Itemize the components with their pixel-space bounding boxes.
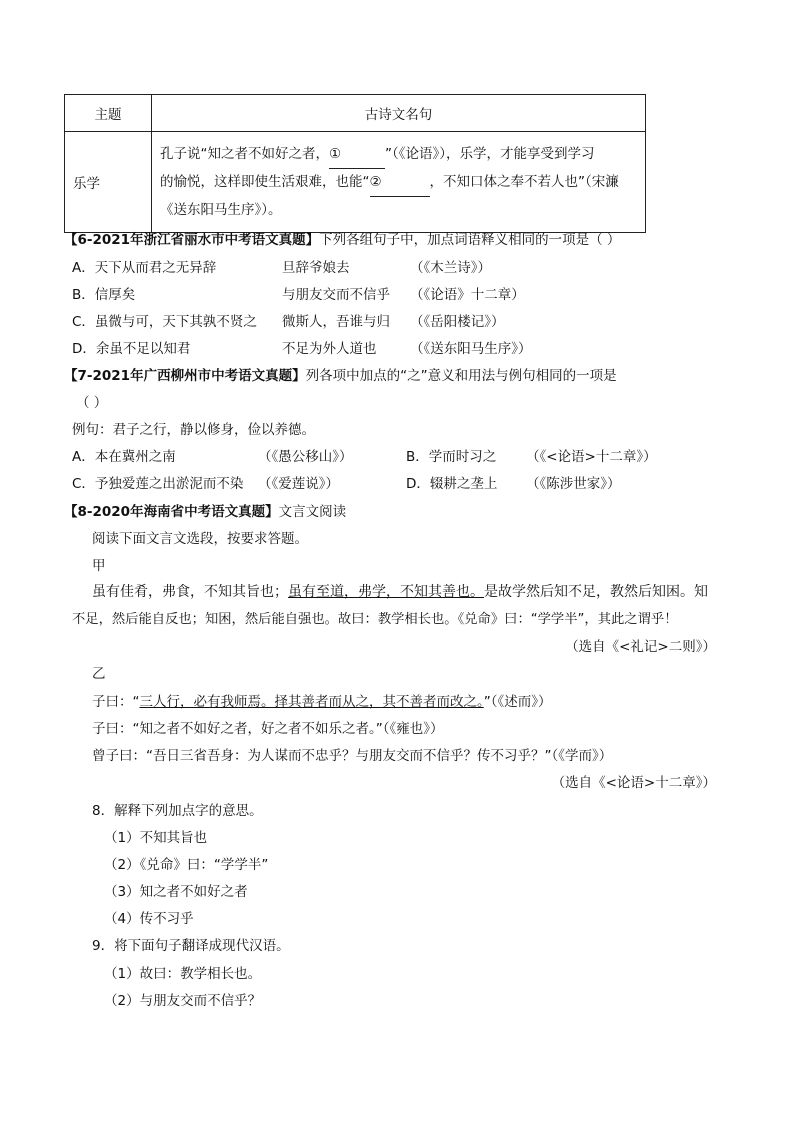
option-b-mid: 与朋友交而不信乎 [282,287,390,303]
passage-yi-line: 子曰：“三人行，必有我师焉。择其善者而从之，其不善者而改之。”（《述而》） [92,694,552,710]
option-c-source: （《岳阳楼记》） [410,314,505,330]
passage-source: （选自《<论语>十二章》） [551,775,716,791]
option-d-mid: 不足为外人道也 [282,341,377,357]
passage-label-jia: 甲 [92,558,106,574]
question-source-tag: 【7-2021年广西柳州市中考语文真题】 [64,368,306,384]
option-b: B．学而时习之 [406,449,497,465]
example-sentence: 例句：君子之行，静以修身，俭以养德。 [72,422,315,438]
underlined-sentence: 虽有至道，弗学，不知其善也。 [288,584,484,600]
option-a-source: （《愚公移山》） [258,449,353,465]
option-d: D．辍耕之垄上 [406,476,498,492]
table-cell-topic: 乐学 [65,132,152,233]
table-header-content: 古诗文名句 [152,95,646,132]
passage-source: （选自《<礼记>二则》） [565,639,716,655]
option-a-source: （《木兰诗》） [410,260,491,276]
list-item: （1）不知其旨也 [104,830,208,846]
passage-jia-line: 不足，然后能自反也；知困，然后能自强也。故曰：教学相长也。《兑命》曰：“学学半”，其此之谓乎！ [72,612,678,627]
instruction: 阅读下面文言文选段，按要求答题。 [92,531,308,547]
passage-jia-line: 虽有佳肴，弗食，不知其旨也；虽有至道，弗学，不知其善也。是故学然后知不足，教然后知困。知 [92,584,708,600]
option-c-mid: 微斯人，吾谁与归 [282,314,390,330]
fill-blank-2[interactable]: ② [370,169,430,197]
topic-table [64,94,646,233]
list-item: （2）《兑命》曰：“学学半” [104,857,269,873]
option-b-source: （《<论语>十二章》） [526,449,657,465]
question-7-stem: 【7-2021年广西柳州市中考语文真题】列各项中加点的“之”意义和用法与例句相同的一项是 [64,368,617,384]
option-a-left: A．天下从而君之无异辞 [72,260,217,276]
option-c-left: C．虽微与可，天下其孰不贤之 [72,314,257,330]
question-9-title: 9．将下面句子翻译成现代汉语。 [92,938,290,954]
underlined-sentence: 三人行，必有我师焉。择其善者而从之，其不善者而改之。 [139,694,484,710]
question-source-tag: 【8-2020年海南省中考语文真题】 [64,504,279,520]
passage-label-yi: 乙 [92,666,106,682]
list-item: （3）知之者不如好之者 [104,884,248,900]
option-d-source: （《送东阳马生序》） [410,341,532,357]
list-item: （2）与朋友交而不信乎？ [104,993,262,1009]
answer-paren: （ ） [76,395,108,411]
question-8-title: 8．解释下列加点字的意思。 [92,803,263,819]
table-header-topic: 主题 [65,95,152,132]
option-d-source: （《陈涉世家》） [526,476,621,492]
table-content-line: 孔子说“知之者不如好之者，① ”（《论语》），乐学，才能享受到学习 [160,141,637,169]
table-content-line: 的愉悦，这样即使生活艰难，也能“② ，不知口体之奉不若人也”（宋濂 [160,169,637,197]
table-cell-content [152,132,646,233]
list-item: （1）故曰：教学相长也。 [104,966,262,982]
option-b-source: （《论语》十二章） [410,287,525,303]
question-source-tag: 【6-2021年浙江省丽水市中考语文真题】 [64,232,320,248]
option-a-mid: 旦辞爷娘去 [282,260,350,276]
option-a: A．本在冀州之南 [72,449,176,465]
table-content-line: 《送东阳马生序》）。 [160,201,282,218]
option-c: C．予独爱莲之出淤泥而不染 [72,476,244,492]
option-b-left: B．信厚矣 [72,287,136,303]
passage-yi-line: 曾子曰：“吾日三省吾身：为人谋而不忠乎？与朋友交而不信乎？传不习乎？”（《学而》） [92,748,613,764]
fill-blank-1[interactable]: ① [329,141,385,169]
list-item: （4）传不习乎 [104,911,194,927]
passage-yi-line: 子曰：“知之者不如好之者，好之者不如乐之者。”（《雍也》） [92,721,444,737]
option-d-left: D．余虽不足以知君 [72,341,191,357]
question-8-stem: 【8-2020年海南省中考语文真题】文言文阅读 [64,504,347,520]
option-c-source: （《爱莲说》） [258,476,339,492]
question-6-stem: 【6-2021年浙江省丽水市中考语文真题】下列各组句子中，加点词语释义相同的一项是（ ） [64,232,621,248]
